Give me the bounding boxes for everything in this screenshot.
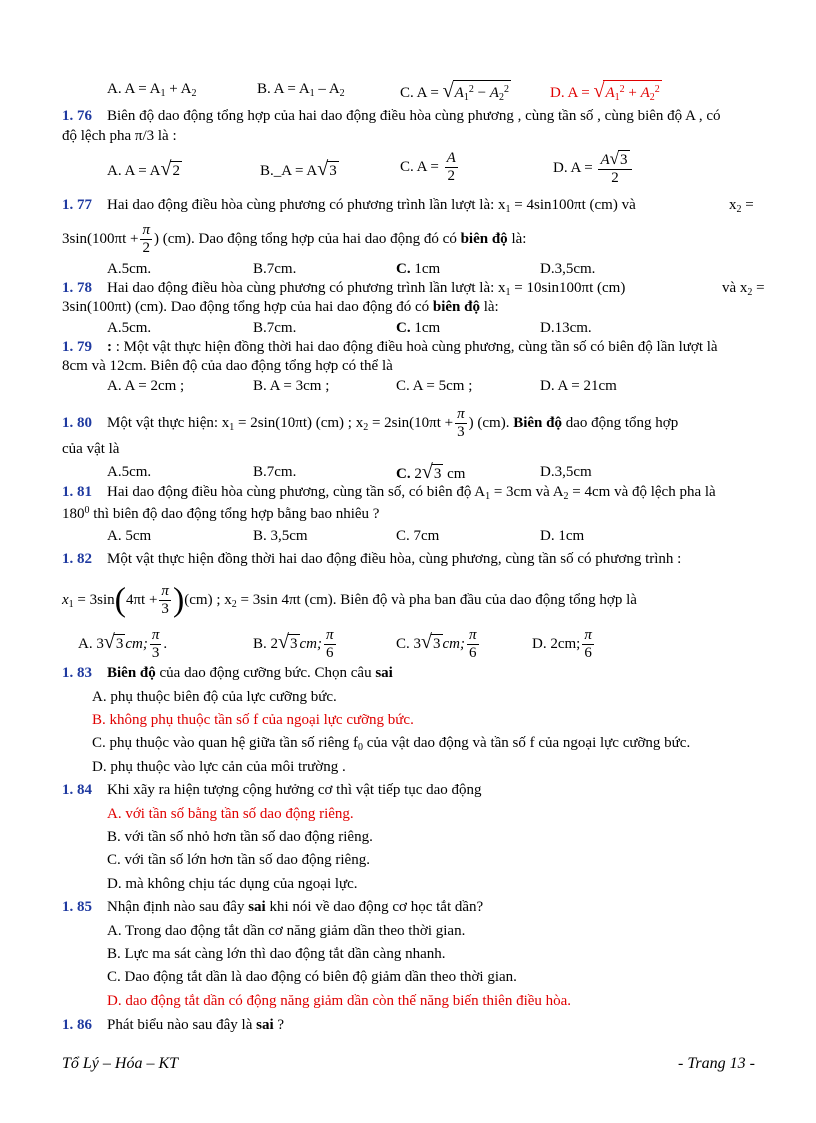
option-c: C. phụ thuộc vào quan hệ giữa tần số riêng $f_0$ của vật dao động và tần số f của ngoại lực cưỡng bức. [92,735,691,753]
option-b: B._A = A√3 [260,158,337,180]
option-c: C. 3√3 cm; $\frac{\pi}{6}$ [396,627,477,661]
question-78-line2: 3sin(100πt) (cm). Dao động tổng hợp của hai dao động đó có biên độ là: [62,299,499,315]
option-b: B. Lực ma sát càng lớn thì dao động tắt dần càng nhanh. [107,946,446,962]
option-d: D. 1cm [540,528,585,544]
option-d: D. A = $\frac{A√3}{2}$ [553,150,634,187]
option-d: D.13cm. [540,320,592,336]
option-b: B. với tần số nhỏ hơn tần số dao động riêng. [107,829,373,845]
option-a: A. A = A√2 [107,158,180,180]
option-a: A. Trong dao động tắt dần cơ năng giảm dần theo thời gian. [107,923,466,939]
question-80-line2: của vật là [62,441,120,457]
question-82: 1. 82 Một vật thực hiện đồng thời hai dao động điều hòa, cùng phương, cùng tần số có phương trình : [62,551,682,567]
option-a: A.5cm. [107,320,152,336]
option-c: C. 2√3 cm [396,461,466,483]
option-a: A. A = 2cm ; [107,378,185,394]
option-c: C. với tần số lớn hơn tần số dao động riêng. [107,852,370,868]
option-b: B.7cm. [253,320,297,336]
option-c: C. A = $\frac{A}{2}$ [400,150,456,184]
option-d: D. 2cm; $\frac{\pi}{6}$ [532,627,592,661]
question-78: 1. 78 Hai dao động điều hòa cùng phương có phương trình lần lượt là: $x_1 = 10\sin 100\pi t$ (cm) [62,280,626,298]
question-76-line2: độ lệch pha π/3 là : [62,128,177,144]
option-d: D. phụ thuộc vào lực cản của môi trường . [92,759,346,775]
question-76: 1. 76 Biên độ dao động tổng hợp của hai dao động điều hòa cùng phương , cùng tần số , cùng biên độ A , có [62,108,721,124]
option-c: C. 1cm [396,261,441,277]
question-82-equation: $x_1 = 3\sin(4\pi t$ + $\frac{\pi}{3}$ )(cm) ; $x_2 = 3\sin$ 4πt (cm). Biên độ và pha ban đầu của dao động tổng hợp là [62,581,637,619]
option-b: B. $A = A_1 - A_2$ [257,81,345,99]
option-a: A. $A = A_1 + A_2$ [107,81,197,99]
question-83: 1. 83 Biên độ của dao động cưỡng bức. Chọn câu sai [62,665,393,681]
option-a: A. 5cm [107,528,152,544]
option-c: C. Dao động tắt dần là dao động có biên độ giảm dần theo thời gian. [107,969,517,985]
option-c: C. $A = √A_1^2 - A_2^2$ [400,80,511,107]
option-d: D. mà không chịu tác dụng của ngoại lực. [107,876,358,892]
option-b: B. không phụ thuộc tần số f của ngoại lực cưỡng bức. [92,712,414,728]
option-b: B.7cm. [253,464,297,480]
question-85: 1. 85 Nhận định nào sau đây sai khi nói về dao động cơ học tắt dần? [62,899,484,915]
option-d: D.3,5cm. [540,261,596,277]
option-d: D. dao động tắt dần có động năng giảm dần còn thế năng biến thiên điều hòa. [107,993,572,1009]
option-c: C. 7cm [396,528,440,544]
page-number: - Trang 13 - [678,1055,755,1072]
question-80: 1. 80 Một vật thực hiện: $x_1 = 2\sin(10\pi t)$ (cm) ; $x_2 = 2\sin(10\pi t$ + $\frac{\pi}{3}$ ) (cm). Biên độ dao động tổng hợp [62,406,679,440]
question-79-line2: 8cm và 12cm. Biên độ của dao động tổng hợp có thể là [62,358,393,374]
option-b: B.7cm. [253,261,297,277]
option-a: A.5cm. [107,464,152,480]
question-86: 1. 86 Phát biểu nào sau đây là sai ? [62,1017,285,1033]
question-84: 1. 84 Khi xãy ra hiện tượng cộng hưởng cơ thì vật tiếp tục dao động [62,782,482,798]
option-a: A. phụ thuộc biên độ của lực cưỡng bức. [92,689,337,705]
footer-left: Tổ Lý – Hóa – KT [62,1055,179,1072]
option-d: D. A = 21cm [540,378,617,394]
question-77-x2: $x_2$ = [729,197,754,215]
option-b: B. 3,5cm [253,528,308,544]
question-78-x2: và $x_2$ = [722,280,765,298]
option-a: A. với tần số bằng tần số dao động riêng. [107,806,354,822]
option-b: B. A = 3cm ; [253,378,330,394]
question-81: 1. 81 Hai dao động điều hòa cùng phương, cùng tần số, có biên độ $A_1 = 3cm$ và $A_2 = 4cm$ và độ lệch pha là [62,484,716,502]
option-a: A. 3√3 cm; $\frac{\pi}{3}$ . [78,627,168,661]
option-d: D. $A = √A_1^2 + A_2^2$ [550,80,662,107]
option-a: A.5cm. [107,261,152,277]
option-c: C. 1cm [396,320,441,336]
option-b: B. 2√3 cm; $\frac{\pi}{6}$ [253,627,334,661]
question-81-line2: $180^0$ thì biên độ dao động tổng hợp bằng bao nhiêu ? [62,505,380,522]
option-d: D.3,5cm [540,464,592,480]
question-77: 1. 77 Hai dao động điều hòa cùng phương có phương trình lần lượt là: $x_1 = 4\sin 100\pi t$ (cm) và [62,197,636,215]
option-c: C. A = 5cm ; [396,378,473,394]
question-77-line2: 3sin(100πt + $\frac{\pi}{2}$ ) (cm). Dao động tổng hợp của hai dao động đó có biên độ là: [62,222,527,256]
question-79: 1. 79 : : Một vật thực hiện đồng thời hai dao động điều hoà cùng phương, cùng tần số có biên độ lần lượt là [62,339,718,355]
